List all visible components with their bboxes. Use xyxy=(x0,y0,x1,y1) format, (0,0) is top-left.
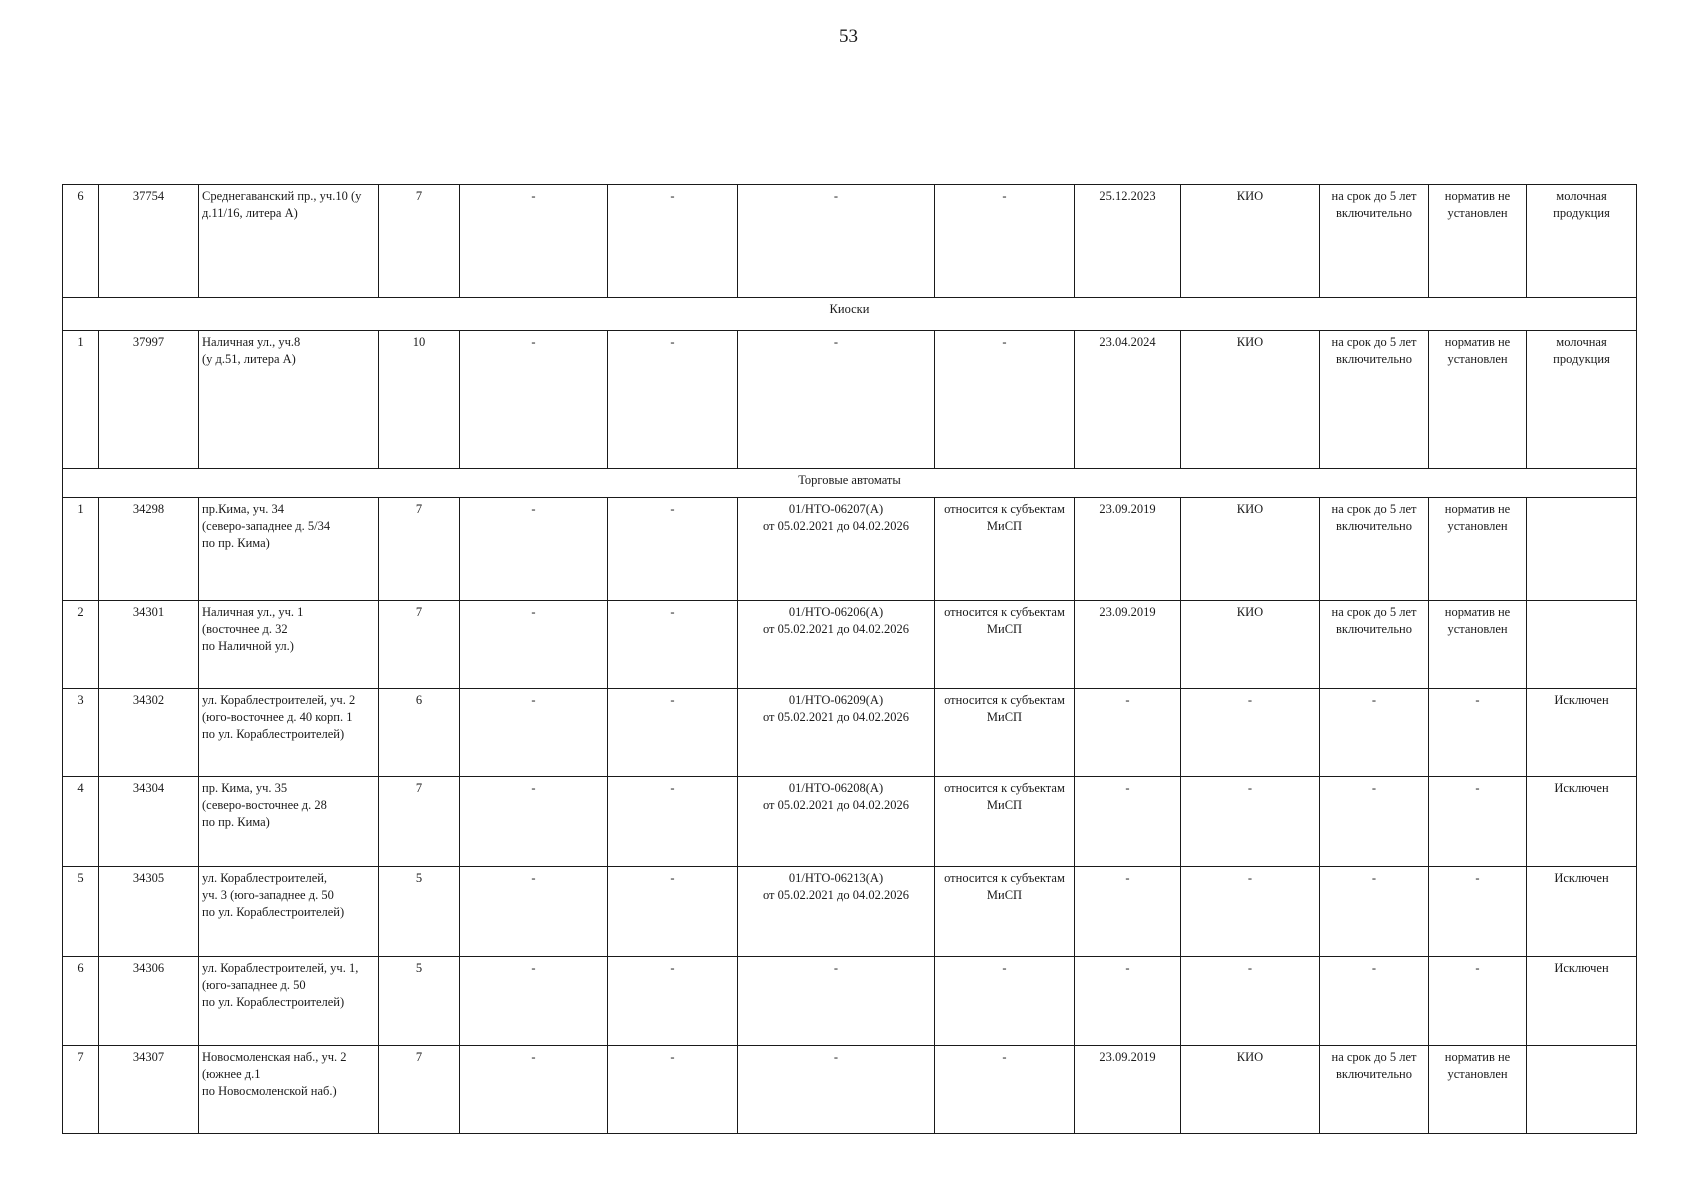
row-number-cell: 1 xyxy=(63,498,99,601)
object-id-cell: 37754 xyxy=(99,185,199,298)
area-cell: 7 xyxy=(379,185,460,298)
norm-cell: норматив не установлен xyxy=(1429,601,1527,689)
section-row xyxy=(63,469,1637,498)
term-cell: - xyxy=(1320,867,1429,957)
date-cell: 25.12.2023 xyxy=(1075,185,1181,298)
table-row xyxy=(63,689,1637,777)
contract-cell: - xyxy=(738,331,935,469)
address-cell: Наличная ул., уч.8 (у д.51, литера А) xyxy=(199,331,379,469)
table-row xyxy=(63,185,1637,298)
object-id-cell: 37997 xyxy=(99,331,199,469)
column-6-cell: - xyxy=(608,1046,738,1134)
organization-cell: - xyxy=(1181,777,1320,867)
date-cell: 23.09.2019 xyxy=(1075,498,1181,601)
contract-cell: - xyxy=(738,185,935,298)
column-5-cell: - xyxy=(460,1046,608,1134)
address-cell: ул. Кораблестроителей, уч. 3 (юго-западнее д. 50 по ул. Кораблестроителей) xyxy=(199,867,379,957)
norm-cell: норматив не установлен xyxy=(1429,498,1527,601)
specialization-cell: молочная продукция xyxy=(1527,185,1637,298)
norm-cell: норматив не установлен xyxy=(1429,1046,1527,1134)
table-row xyxy=(63,331,1637,469)
column-6-cell: - xyxy=(608,689,738,777)
term-cell: - xyxy=(1320,957,1429,1046)
address-cell: Среднегаванский пр., уч.10 (у д.11/16, литера А) xyxy=(199,185,379,298)
column-6-cell: - xyxy=(608,331,738,469)
row-number-cell: 2 xyxy=(63,601,99,689)
address-cell: ул. Кораблестроителей, уч. 1, (юго-западнее д. 50 по ул. Кораблестроителей) xyxy=(199,957,379,1046)
column-6-cell: - xyxy=(608,498,738,601)
term-cell: на срок до 5 лет включительно xyxy=(1320,1046,1429,1134)
norm-cell: - xyxy=(1429,867,1527,957)
table-row xyxy=(63,1046,1637,1134)
column-5-cell: - xyxy=(460,777,608,867)
smb-status-cell: относится к субъектам МиСП xyxy=(935,498,1075,601)
column-6-cell: - xyxy=(608,867,738,957)
organization-cell: - xyxy=(1181,867,1320,957)
specialization-cell xyxy=(1527,1046,1637,1134)
column-5-cell: - xyxy=(460,689,608,777)
date-cell: 23.09.2019 xyxy=(1075,601,1181,689)
date-cell: - xyxy=(1075,689,1181,777)
table-row xyxy=(63,777,1637,867)
organization-cell: КИО xyxy=(1181,331,1320,469)
table-body xyxy=(63,185,1637,1134)
section-heading-kiosks: Киоски xyxy=(63,298,1637,331)
column-5-cell: - xyxy=(460,867,608,957)
contract-cell: 01/НТО-06213(А) от 05.02.2021 до 04.02.2026 xyxy=(738,867,935,957)
area-cell: 6 xyxy=(379,689,460,777)
column-6-cell: - xyxy=(608,777,738,867)
norm-cell: норматив не установлен xyxy=(1429,331,1527,469)
address-cell: Наличная ул., уч. 1 (восточнее д. 32 по Наличной ул.) xyxy=(199,601,379,689)
specialization-cell: Исключен xyxy=(1527,957,1637,1046)
object-id-cell: 34298 xyxy=(99,498,199,601)
section-heading-vending-machines: Торговые автоматы xyxy=(63,469,1637,498)
organization-cell: - xyxy=(1181,957,1320,1046)
address-cell: пр.Кима, уч. 34 (северо-западнее д. 5/34 по пр. Кима) xyxy=(199,498,379,601)
term-cell: - xyxy=(1320,689,1429,777)
column-5-cell: - xyxy=(460,957,608,1046)
date-cell: - xyxy=(1075,867,1181,957)
area-cell: 5 xyxy=(379,957,460,1046)
smb-status-cell: относится к субъектам МиСП xyxy=(935,777,1075,867)
organization-cell: КИО xyxy=(1181,185,1320,298)
object-id-cell: 34307 xyxy=(99,1046,199,1134)
organization-cell: КИО xyxy=(1181,498,1320,601)
column-6-cell: - xyxy=(608,185,738,298)
specialization-cell: Исключен xyxy=(1527,689,1637,777)
organization-cell: КИО xyxy=(1181,601,1320,689)
table-row xyxy=(63,601,1637,689)
contract-cell: 01/НТО-06208(А) от 05.02.2021 до 04.02.2026 xyxy=(738,777,935,867)
date-cell: - xyxy=(1075,957,1181,1046)
specialization-cell xyxy=(1527,601,1637,689)
area-cell: 7 xyxy=(379,601,460,689)
column-5-cell: - xyxy=(460,498,608,601)
smb-status-cell: - xyxy=(935,185,1075,298)
contract-cell: - xyxy=(738,1046,935,1134)
contract-cell: 01/НТО-06206(А) от 05.02.2021 до 04.02.2026 xyxy=(738,601,935,689)
area-cell: 10 xyxy=(379,331,460,469)
organization-cell: - xyxy=(1181,689,1320,777)
address-cell: Новосмоленская наб., уч. 2 (южнее д.1 по Новосмоленской наб.) xyxy=(199,1046,379,1134)
row-number-cell: 4 xyxy=(63,777,99,867)
term-cell: - xyxy=(1320,777,1429,867)
column-5-cell: - xyxy=(460,601,608,689)
table-row xyxy=(63,957,1637,1046)
table-row xyxy=(63,498,1637,601)
row-number-cell: 3 xyxy=(63,689,99,777)
locations-table xyxy=(62,184,1637,1134)
date-cell: 23.09.2019 xyxy=(1075,1046,1181,1134)
row-number-cell: 6 xyxy=(63,957,99,1046)
smb-status-cell: относится к субъектам МиСП xyxy=(935,689,1075,777)
smb-status-cell: - xyxy=(935,1046,1075,1134)
area-cell: 5 xyxy=(379,867,460,957)
column-5-cell: - xyxy=(460,331,608,469)
row-number-cell: 5 xyxy=(63,867,99,957)
contract-cell: 01/НТО-06207(А) от 05.02.2021 до 04.02.2026 xyxy=(738,498,935,601)
page-number: 53 xyxy=(839,26,858,47)
contract-cell: - xyxy=(738,957,935,1046)
column-5-cell: - xyxy=(460,185,608,298)
object-id-cell: 34304 xyxy=(99,777,199,867)
specialization-cell: Исключен xyxy=(1527,867,1637,957)
address-cell: пр. Кима, уч. 35 (северо-восточнее д. 28 по пр. Кима) xyxy=(199,777,379,867)
specialization-cell xyxy=(1527,498,1637,601)
term-cell: на срок до 5 лет включительно xyxy=(1320,185,1429,298)
object-id-cell: 34301 xyxy=(99,601,199,689)
object-id-cell: 34305 xyxy=(99,867,199,957)
term-cell: на срок до 5 лет включительно xyxy=(1320,601,1429,689)
row-number-cell: 1 xyxy=(63,331,99,469)
specialization-cell: Исключен xyxy=(1527,777,1637,867)
smb-status-cell: - xyxy=(935,957,1075,1046)
column-6-cell: - xyxy=(608,601,738,689)
area-cell: 7 xyxy=(379,1046,460,1134)
date-cell: 23.04.2024 xyxy=(1075,331,1181,469)
area-cell: 7 xyxy=(379,498,460,601)
column-6-cell: - xyxy=(608,957,738,1046)
area-cell: 7 xyxy=(379,777,460,867)
norm-cell: - xyxy=(1429,777,1527,867)
norm-cell: - xyxy=(1429,689,1527,777)
smb-status-cell: относится к субъектам МиСП xyxy=(935,601,1075,689)
smb-status-cell: - xyxy=(935,331,1075,469)
date-cell: - xyxy=(1075,777,1181,867)
contract-cell: 01/НТО-06209(А) от 05.02.2021 до 04.02.2026 xyxy=(738,689,935,777)
smb-status-cell: относится к субъектам МиСП xyxy=(935,867,1075,957)
row-number-cell: 6 xyxy=(63,185,99,298)
term-cell: на срок до 5 лет включительно xyxy=(1320,331,1429,469)
row-number-cell: 7 xyxy=(63,1046,99,1134)
object-id-cell: 34302 xyxy=(99,689,199,777)
term-cell: на срок до 5 лет включительно xyxy=(1320,498,1429,601)
object-id-cell: 34306 xyxy=(99,957,199,1046)
norm-cell: - xyxy=(1429,957,1527,1046)
specialization-cell: молочная продукция xyxy=(1527,331,1637,469)
section-row xyxy=(63,298,1637,331)
address-cell: ул. Кораблестроителей, уч. 2 (юго-восточнее д. 40 корп. 1 по ул. Кораблестроителей) xyxy=(199,689,379,777)
norm-cell: норматив не установлен xyxy=(1429,185,1527,298)
table-row xyxy=(63,867,1637,957)
organization-cell: КИО xyxy=(1181,1046,1320,1134)
